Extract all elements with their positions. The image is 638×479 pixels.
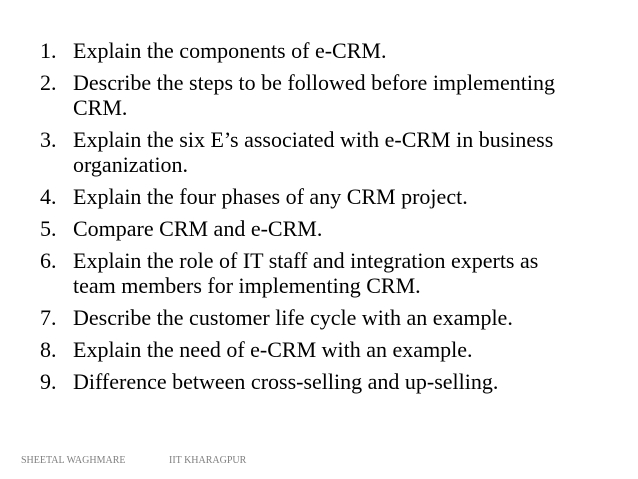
- item-text: [73, 38, 608, 63]
- footer-author: SHEETAL WAGHMARE: [21, 455, 126, 466]
- item-line: Difference between cross-selling and up-selling.: [73, 369, 499, 394]
- item-number: 8.: [40, 337, 57, 362]
- item-text: [73, 248, 608, 298]
- item-line: Explain the role of IT staff and integration experts as: [73, 248, 539, 273]
- item-number: 7.: [40, 305, 57, 330]
- list-item: [0, 337, 638, 362]
- item-text: [73, 70, 608, 120]
- list-item: [0, 305, 638, 330]
- item-number: 3.: [40, 127, 57, 152]
- list-item: [0, 38, 638, 63]
- item-text: [73, 184, 608, 209]
- item-line: Compare CRM and e-CRM.: [73, 216, 323, 241]
- item-number: 6.: [40, 248, 57, 273]
- item-number: 5.: [40, 216, 57, 241]
- item-text: [73, 337, 608, 362]
- item-line: Explain the components of e-CRM.: [73, 38, 387, 63]
- item-text: [73, 127, 608, 177]
- item-line: Explain the six E’s associated with e-CRM in business: [73, 127, 554, 152]
- list-item: [0, 184, 638, 209]
- item-text: [73, 305, 608, 330]
- item-line: Explain the need of e-CRM with an example.: [73, 337, 473, 362]
- item-number: 4.: [40, 184, 57, 209]
- item-line: CRM.: [73, 95, 128, 120]
- list-item: [0, 127, 638, 177]
- item-line: Describe the steps to be followed before implementing: [73, 70, 556, 95]
- list-item: [0, 70, 638, 120]
- item-number: 2.: [40, 70, 57, 95]
- item-text: [73, 369, 608, 394]
- item-number: 1.: [40, 38, 57, 63]
- question-list: [0, 38, 638, 394]
- list-item: [0, 216, 638, 241]
- list-item: [0, 369, 638, 394]
- item-line: Explain the four phases of any CRM project.: [73, 184, 468, 209]
- list-item: [0, 248, 638, 298]
- footer-institution: IIT KHARAGPUR: [169, 455, 247, 466]
- item-number: 9.: [40, 369, 57, 394]
- item-line: Describe the customer life cycle with an example.: [73, 305, 513, 330]
- item-line: organization.: [73, 152, 189, 177]
- item-text: [73, 216, 608, 241]
- item-line: team members for implementing CRM.: [73, 273, 421, 298]
